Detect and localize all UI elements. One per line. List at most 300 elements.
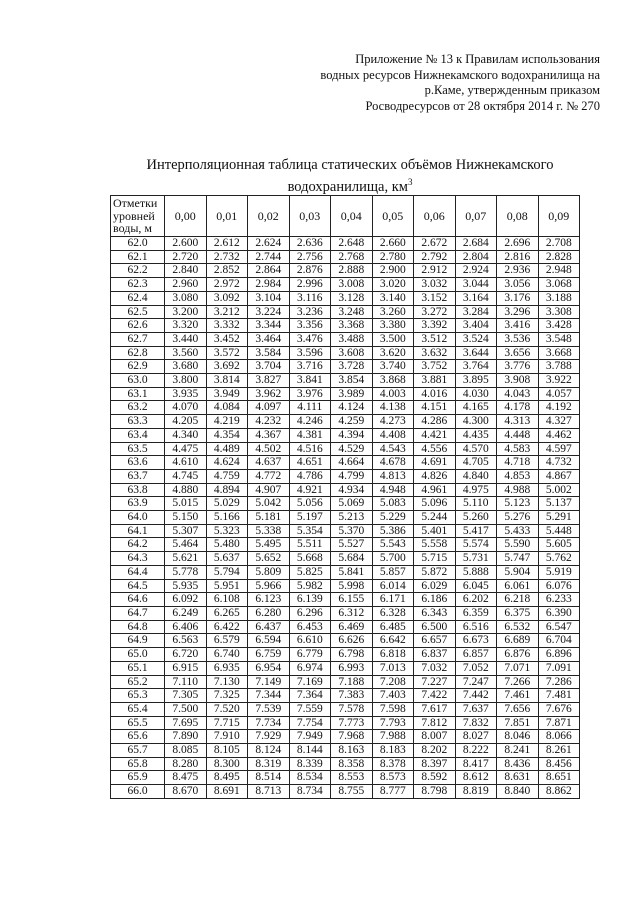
volume-cell: 4.624 (206, 456, 248, 470)
volume-cell: 8.105 (206, 744, 248, 758)
volume-cell: 6.186 (414, 593, 456, 607)
volume-cell: 4.151 (414, 401, 456, 415)
title-line-1: Интерполяционная таблица статических объёмов Нижнекамского (146, 157, 554, 173)
volume-cell: 3.827 (248, 374, 290, 388)
volume-cell: 3.524 (455, 332, 497, 346)
volume-cell: 7.247 (455, 675, 497, 689)
volume-cell: 4.394 (331, 428, 373, 442)
volume-cell: 3.056 (497, 278, 539, 292)
level-cell: 63.0 (111, 374, 165, 388)
level-cell: 64.4 (111, 565, 165, 579)
volume-cell: 3.248 (331, 305, 373, 319)
level-cell: 62.5 (111, 305, 165, 319)
volume-cell: 8.592 (414, 771, 456, 785)
volume-cell: 3.814 (206, 374, 248, 388)
volume-cell: 3.116 (289, 291, 331, 305)
volume-cell: 3.296 (497, 305, 539, 319)
volume-cell: 4.273 (372, 415, 414, 429)
volume-cell: 8.514 (248, 771, 290, 785)
volume-cell: 6.045 (455, 579, 497, 593)
volume-cell: 5.543 (372, 538, 414, 552)
volume-cell: 7.598 (372, 702, 414, 716)
volume-cell: 7.188 (331, 675, 373, 689)
volume-cell: 8.066 (538, 730, 580, 744)
volume-cell: 3.332 (206, 319, 248, 333)
volume-cell: 6.610 (289, 634, 331, 648)
volume-cell: 5.684 (331, 552, 373, 566)
volume-cell: 7.754 (289, 716, 331, 730)
volume-cell: 4.192 (538, 401, 580, 415)
table-row (111, 771, 580, 785)
volume-cell: 8.222 (455, 744, 497, 758)
volume-cell: 5.825 (289, 565, 331, 579)
volume-cell: 6.280 (248, 606, 290, 620)
volume-cell: 6.594 (248, 634, 290, 648)
volume-cell: 3.935 (165, 387, 207, 401)
volume-cell: 3.260 (372, 305, 414, 319)
volume-cell: 4.799 (331, 469, 373, 483)
volume-cell: 7.637 (455, 702, 497, 716)
level-cell: 65.2 (111, 675, 165, 689)
volume-cell: 4.097 (248, 401, 290, 415)
document-title (100, 157, 600, 196)
volume-cell: 7.949 (289, 730, 331, 744)
volume-cell: 6.974 (289, 661, 331, 675)
volume-cell: 6.312 (331, 606, 373, 620)
volume-cell: 7.617 (414, 702, 456, 716)
volume-cell: 5.069 (331, 497, 373, 511)
volume-cell: 4.030 (455, 387, 497, 401)
volume-cell: 2.960 (165, 278, 207, 292)
volume-cell: 4.786 (289, 469, 331, 483)
volume-cell: 6.265 (206, 606, 248, 620)
title-line-2 (100, 174, 600, 196)
column-header-cell: 0,07 (455, 196, 497, 237)
volume-cell: 7.715 (206, 716, 248, 730)
volume-cell: 3.752 (414, 360, 456, 374)
volume-cell: 7.656 (497, 702, 539, 716)
level-cell: 64.1 (111, 524, 165, 538)
level-cell: 63.1 (111, 387, 165, 401)
volume-cell: 5.002 (538, 483, 580, 497)
volume-cell: 3.908 (497, 374, 539, 388)
table-row (111, 387, 580, 401)
volume-cell: 3.572 (206, 346, 248, 360)
volume-cell: 4.664 (331, 456, 373, 470)
level-cell: 65.5 (111, 716, 165, 730)
volume-cell: 2.732 (206, 250, 248, 264)
volume-cell: 3.464 (248, 332, 290, 346)
volume-cell: 7.676 (538, 702, 580, 716)
volume-cell: 5.558 (414, 538, 456, 552)
volume-cell: 8.300 (206, 757, 248, 771)
volume-table (110, 195, 580, 799)
volume-cell: 7.091 (538, 661, 580, 675)
level-cell: 63.3 (111, 415, 165, 429)
column-header-cell: 0,08 (497, 196, 539, 237)
volume-cell: 5.621 (165, 552, 207, 566)
volume-cell: 6.202 (455, 593, 497, 607)
volume-cell: 2.912 (414, 264, 456, 278)
volume-cell: 4.988 (497, 483, 539, 497)
volume-cell: 8.397 (414, 757, 456, 771)
volume-cell: 7.208 (372, 675, 414, 689)
volume-cell: 3.392 (414, 319, 456, 333)
table-row (111, 552, 580, 566)
table-row (111, 785, 580, 799)
volume-cell: 8.183 (372, 744, 414, 758)
table-row (111, 524, 580, 538)
volume-cell: 3.644 (455, 346, 497, 360)
volume-cell: 2.828 (538, 250, 580, 264)
volume-cell: 8.755 (331, 785, 373, 799)
volume-cell: 6.532 (497, 620, 539, 634)
volume-cell: 5.794 (206, 565, 248, 579)
volume-cell: 4.070 (165, 401, 207, 415)
volume-cell: 3.868 (372, 374, 414, 388)
volume-cell: 6.422 (206, 620, 248, 634)
volume-cell: 7.266 (497, 675, 539, 689)
volume-cell: 4.502 (248, 442, 290, 456)
volume-cell: 5.338 (248, 524, 290, 538)
volume-cell: 4.597 (538, 442, 580, 456)
volume-cell: 4.219 (206, 415, 248, 429)
volume-cell: 3.212 (206, 305, 248, 319)
volume-cell: 4.948 (372, 483, 414, 497)
volume-cell: 4.853 (497, 469, 539, 483)
volume-cell: 4.556 (414, 442, 456, 456)
volume-cell: 4.003 (372, 387, 414, 401)
volume-cell: 6.759 (248, 648, 290, 662)
volume-cell: 2.804 (455, 250, 497, 264)
volume-cell: 8.085 (165, 744, 207, 758)
volume-cell: 4.678 (372, 456, 414, 470)
volume-cell: 2.684 (455, 237, 497, 251)
volume-cell: 6.720 (165, 648, 207, 662)
table-row (111, 675, 580, 689)
volume-cell: 3.922 (538, 374, 580, 388)
volume-cell: 8.046 (497, 730, 539, 744)
volume-cell: 4.313 (497, 415, 539, 429)
volume-cell: 5.637 (206, 552, 248, 566)
level-cell: 63.7 (111, 469, 165, 483)
volume-cell: 4.367 (248, 428, 290, 442)
volume-cell: 5.448 (538, 524, 580, 538)
volume-cell: 4.907 (248, 483, 290, 497)
volume-cell: 7.578 (331, 702, 373, 716)
volume-cell: 5.370 (331, 524, 373, 538)
volume-cell: 4.354 (206, 428, 248, 442)
volume-cell: 5.401 (414, 524, 456, 538)
volume-cell: 5.511 (289, 538, 331, 552)
volume-cell: 4.448 (497, 428, 539, 442)
volume-cell: 3.895 (455, 374, 497, 388)
volume-cell: 8.007 (414, 730, 456, 744)
table-row (111, 565, 580, 579)
volume-cell: 2.816 (497, 250, 539, 264)
volume-cell: 3.716 (289, 360, 331, 374)
volume-cell: 8.553 (331, 771, 373, 785)
volume-cell: 5.096 (414, 497, 456, 511)
volume-cell: 2.792 (414, 250, 456, 264)
volume-cell: 7.968 (331, 730, 373, 744)
volume-cell: 6.328 (372, 606, 414, 620)
volume-cell: 3.962 (248, 387, 290, 401)
volume-cell: 4.529 (331, 442, 373, 456)
volume-cell: 2.672 (414, 237, 456, 251)
table-row (111, 456, 580, 470)
volume-cell: 4.016 (414, 387, 456, 401)
level-cell: 65.1 (111, 661, 165, 675)
volume-cell: 3.989 (331, 387, 373, 401)
volume-cell: 5.841 (331, 565, 373, 579)
volume-cell: 2.756 (289, 250, 331, 264)
volume-cell: 5.872 (414, 565, 456, 579)
volume-cell: 2.768 (331, 250, 373, 264)
volume-cell: 4.300 (455, 415, 497, 429)
level-cell: 65.8 (111, 757, 165, 771)
volume-cell: 4.340 (165, 428, 207, 442)
level-cell: 64.8 (111, 620, 165, 634)
volume-cell: 5.110 (455, 497, 497, 511)
volume-cell: 7.149 (248, 675, 290, 689)
volume-cell: 2.864 (248, 264, 290, 278)
volume-cell: 3.404 (455, 319, 497, 333)
volume-cell: 3.668 (538, 346, 580, 360)
volume-cell: 3.776 (497, 360, 539, 374)
volume-cell: 5.480 (206, 538, 248, 552)
volume-cell: 2.936 (497, 264, 539, 278)
table-row (111, 305, 580, 319)
level-cell: 65.6 (111, 730, 165, 744)
volume-cell: 7.169 (289, 675, 331, 689)
level-cell: 64.6 (111, 593, 165, 607)
volume-cell: 7.520 (206, 702, 248, 716)
table-row (111, 648, 580, 662)
volume-cell: 3.692 (206, 360, 248, 374)
volume-cell: 3.728 (331, 360, 373, 374)
volume-cell: 7.305 (165, 689, 207, 703)
table-row (111, 716, 580, 730)
volume-cell: 8.241 (497, 744, 539, 758)
volume-cell: 8.691 (206, 785, 248, 799)
level-cell: 62.7 (111, 332, 165, 346)
volume-cell: 6.779 (289, 648, 331, 662)
volume-cell: 3.632 (414, 346, 456, 360)
volume-cell: 3.356 (289, 319, 331, 333)
volume-cell: 5.291 (538, 511, 580, 525)
title-superscript: 3 (407, 177, 413, 187)
volume-cell: 7.793 (372, 716, 414, 730)
level-cell: 62.2 (111, 264, 165, 278)
table-row (111, 291, 580, 305)
volume-cell: 6.876 (497, 648, 539, 662)
volume-cell: 7.383 (331, 689, 373, 703)
volume-cell: 3.416 (497, 319, 539, 333)
volume-cell: 3.344 (248, 319, 290, 333)
appendix-header-line: Росводресурсов от 28 октября 2014 г. № 270 (365, 98, 600, 113)
volume-cell: 2.948 (538, 264, 580, 278)
volume-cell: 3.080 (165, 291, 207, 305)
column-header-cell: 0,02 (248, 196, 290, 237)
volume-cell: 7.910 (206, 730, 248, 744)
level-cell: 63.9 (111, 497, 165, 511)
volume-cell: 6.233 (538, 593, 580, 607)
volume-cell: 2.852 (206, 264, 248, 278)
volume-cell: 7.539 (248, 702, 290, 716)
table-row (111, 483, 580, 497)
volume-cell: 4.178 (497, 401, 539, 415)
volume-cell: 6.453 (289, 620, 331, 634)
volume-cell: 3.152 (414, 291, 456, 305)
volume-cell: 4.489 (206, 442, 248, 456)
volume-cell: 2.984 (248, 278, 290, 292)
volume-cell: 7.052 (455, 661, 497, 675)
volume-cell: 4.826 (414, 469, 456, 483)
volume-cell: 6.485 (372, 620, 414, 634)
volume-cell: 4.732 (538, 456, 580, 470)
volume-cell: 8.840 (497, 785, 539, 799)
level-cell: 65.7 (111, 744, 165, 758)
appendix-header (300, 52, 600, 114)
volume-cell: 5.495 (248, 538, 290, 552)
volume-cell: 6.139 (289, 593, 331, 607)
volume-cell: 2.744 (248, 250, 290, 264)
volume-cell: 8.777 (372, 785, 414, 799)
table-row (111, 620, 580, 634)
volume-cell: 8.573 (372, 771, 414, 785)
column-header-cell: 0,01 (206, 196, 248, 237)
volume-cell: 8.202 (414, 744, 456, 758)
column-header-cell: 0,04 (331, 196, 373, 237)
volume-cell: 8.495 (206, 771, 248, 785)
table-row (111, 264, 580, 278)
volume-cell: 7.500 (165, 702, 207, 716)
table-row (111, 497, 580, 511)
volume-cell: 8.819 (455, 785, 497, 799)
volume-cell: 5.029 (206, 497, 248, 511)
volume-cell: 5.056 (289, 497, 331, 511)
volume-cell: 6.343 (414, 606, 456, 620)
volume-cell: 8.378 (372, 757, 414, 771)
column-header-cell: 0,05 (372, 196, 414, 237)
volume-cell: 6.516 (455, 620, 497, 634)
volume-cell: 5.762 (538, 552, 580, 566)
table-row (111, 702, 580, 716)
level-cell: 64.5 (111, 579, 165, 593)
level-cell: 62.9 (111, 360, 165, 374)
volume-cell: 3.176 (497, 291, 539, 305)
volume-cell: 7.325 (206, 689, 248, 703)
volume-cell: 3.788 (538, 360, 580, 374)
volume-cell: 8.124 (248, 744, 290, 758)
volume-cell: 3.536 (497, 332, 539, 346)
volume-cell: 3.164 (455, 291, 497, 305)
volume-cell: 7.773 (331, 716, 373, 730)
volume-cell: 3.320 (165, 319, 207, 333)
volume-cell: 2.648 (331, 237, 373, 251)
table-row (111, 634, 580, 648)
volume-cell: 2.996 (289, 278, 331, 292)
volume-cell: 4.961 (414, 483, 456, 497)
volume-cell: 3.512 (414, 332, 456, 346)
level-cell: 65.3 (111, 689, 165, 703)
volume-cell: 6.469 (331, 620, 373, 634)
volume-cell: 6.406 (165, 620, 207, 634)
level-cell: 65.0 (111, 648, 165, 662)
volume-cell: 7.871 (538, 716, 580, 730)
volume-cell: 4.867 (538, 469, 580, 483)
volume-cell: 3.584 (248, 346, 290, 360)
volume-cell: 6.857 (455, 648, 497, 662)
volume-cell: 6.689 (497, 634, 539, 648)
volume-cell: 3.656 (497, 346, 539, 360)
volume-cell: 5.083 (372, 497, 414, 511)
corner-header-cell: Отметки уровней воды, м (111, 196, 165, 237)
volume-cell: 4.745 (165, 469, 207, 483)
volume-cell: 6.390 (538, 606, 580, 620)
volume-cell: 4.286 (414, 415, 456, 429)
column-header-cell: 0,03 (289, 196, 331, 237)
volume-cell: 8.713 (248, 785, 290, 799)
volume-cell: 2.924 (455, 264, 497, 278)
appendix-header-line: водных ресурсов Нижнекамского водохранилища на (320, 67, 600, 82)
volume-cell: 5.197 (289, 511, 331, 525)
appendix-header-line: р.Каме, утвержденным приказом (424, 83, 600, 97)
volume-cell: 3.284 (455, 305, 497, 319)
volume-cell: 4.583 (497, 442, 539, 456)
table-row (111, 401, 580, 415)
volume-cell: 4.205 (165, 415, 207, 429)
table-row (111, 606, 580, 620)
volume-cell: 7.344 (248, 689, 290, 703)
volume-cell: 3.068 (538, 278, 580, 292)
volume-cell: 5.888 (455, 565, 497, 579)
level-cell: 64.2 (111, 538, 165, 552)
volume-cell: 6.579 (206, 634, 248, 648)
volume-cell: 6.993 (331, 661, 373, 675)
volume-cell: 3.608 (331, 346, 373, 360)
volume-cell: 6.837 (414, 648, 456, 662)
volume-cell: 4.813 (372, 469, 414, 483)
volume-cell: 5.998 (331, 579, 373, 593)
level-cell: 64.9 (111, 634, 165, 648)
volume-cell: 7.734 (248, 716, 290, 730)
volume-cell: 6.935 (206, 661, 248, 675)
volume-cell: 3.128 (331, 291, 373, 305)
volume-cell: 7.442 (455, 689, 497, 703)
volume-cell: 4.772 (248, 469, 290, 483)
volume-cell: 7.481 (538, 689, 580, 703)
column-header-cell: 0,09 (538, 196, 580, 237)
volume-cell: 5.590 (497, 538, 539, 552)
volume-cell: 4.921 (289, 483, 331, 497)
volume-cell: 3.548 (538, 332, 580, 346)
volume-cell: 6.500 (414, 620, 456, 634)
volume-cell: 4.718 (497, 456, 539, 470)
volume-cell: 2.780 (372, 250, 414, 264)
volume-cell: 4.516 (289, 442, 331, 456)
volume-cell: 6.798 (331, 648, 373, 662)
table-row (111, 360, 580, 374)
level-cell: 62.6 (111, 319, 165, 333)
volume-cell: 4.610 (165, 456, 207, 470)
table-row (111, 538, 580, 552)
volume-cell: 7.403 (372, 689, 414, 703)
volume-cell: 3.854 (331, 374, 373, 388)
volume-cell: 5.919 (538, 565, 580, 579)
volume-cell: 8.456 (538, 757, 580, 771)
